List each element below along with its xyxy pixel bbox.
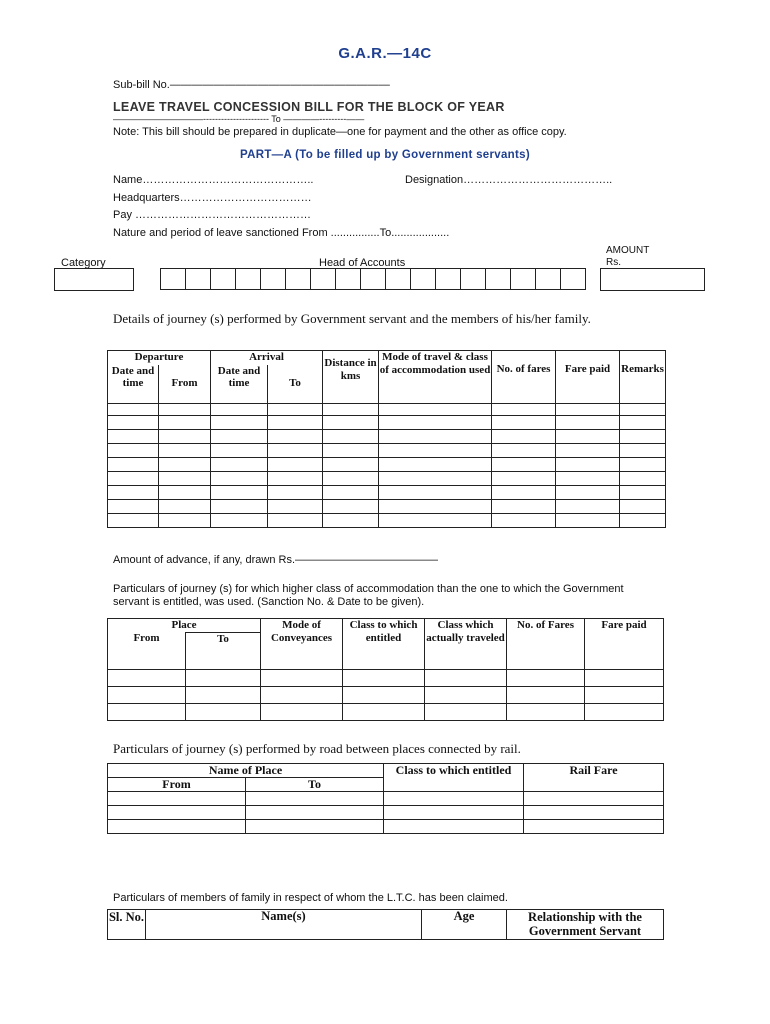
table-row: [108, 703, 664, 720]
rs-label: Rs.: [606, 257, 621, 268]
distance-header: Distance in kms: [323, 351, 379, 404]
rail-fare-header: Rail Fare: [524, 764, 664, 792]
departure-header: Departure: [108, 351, 211, 365]
table-row: [108, 444, 666, 458]
from-header: From: [108, 778, 246, 792]
road-table: [107, 763, 664, 834]
table-row: [108, 472, 666, 486]
journey-table: [107, 350, 666, 528]
table-row: [108, 430, 666, 444]
form-code: G.A.R.—14C: [338, 45, 432, 62]
sub-bill-number: Sub-bill No.————————————————————: [113, 79, 390, 91]
part-a-heading: PART—A (To be filled up by Government servants): [240, 149, 530, 161]
category-box[interactable]: [54, 268, 134, 291]
class-entitled-header: Class to which entitled: [384, 764, 524, 792]
class-entitled-header: Class to which entitled: [343, 619, 425, 670]
pay-field: Pay …………………………………………: [113, 209, 312, 221]
sl-no-header: Sl. No.: [108, 910, 146, 940]
table-row: [108, 500, 666, 514]
names-header: Name(s): [146, 910, 422, 940]
place-header: Place: [108, 619, 261, 633]
year-range: ——————————---------------------- To ————---------——: [113, 114, 365, 124]
class-actual-header: Class which actually traveled: [425, 619, 507, 670]
fares-header: No. of fares: [492, 351, 556, 404]
table-row: [108, 458, 666, 472]
fare-paid-header: Fare paid: [556, 351, 620, 404]
departure-from-header: From: [159, 365, 211, 404]
table-row: [108, 686, 664, 703]
head-of-accounts-label: Head of Accounts: [319, 257, 406, 269]
name-of-place-header: Name of Place: [108, 764, 384, 778]
table-row: [108, 806, 664, 820]
table-row: [108, 514, 666, 528]
higher-class-caption: Particulars of journey (s) for which higher class of accommodation than the one to which the Government servant is entitled, was used. (Sanction No. & Date to be given).: [113, 583, 624, 608]
name-field: Name………………………………………..: [113, 174, 314, 186]
mode-header: Mode of Conveyances: [261, 619, 343, 670]
designation-field: Designation…………………………………..: [405, 174, 613, 186]
family-caption: Particulars of members of family in respect of whom the L.T.C. has been claimed.: [113, 892, 508, 904]
to-header: To: [186, 632, 261, 669]
relationship-header: Relationship with the Government Servant: [507, 910, 664, 940]
note: Note: This bill should be prepared in duplicate—one for payment and the other as office copy.: [113, 126, 567, 138]
from-header: From: [108, 632, 186, 669]
table-row: [108, 820, 664, 834]
leave-field: Nature and period of leave sanctioned From ................To...................: [113, 227, 450, 239]
amount-box[interactable]: [600, 268, 705, 291]
table-row: [108, 792, 664, 806]
fare-paid-header: Fare paid: [585, 619, 664, 670]
journey-caption: Details of journey (s) performed by Government servant and the members of his/her family.: [113, 311, 591, 326]
family-table: [107, 909, 664, 940]
arrival-date-header: Date and time: [211, 365, 268, 404]
head-of-accounts-boxes[interactable]: [160, 268, 586, 290]
table-row: [108, 404, 666, 416]
table-row: [108, 416, 666, 430]
category-label: Category: [61, 257, 106, 269]
remarks-header: Remarks: [620, 351, 666, 404]
bill-title: LEAVE TRAVEL CONCESSION BILL FOR THE BLOCK OF YEAR: [113, 100, 505, 114]
headquarters-field: Headquarters………………………………: [113, 192, 312, 204]
road-caption: Particulars of journey (s) performed by road between places connected by rail.: [113, 741, 521, 756]
arrival-header: Arrival: [211, 351, 323, 365]
higher-class-table: [107, 618, 664, 721]
table-row: [108, 486, 666, 500]
arrival-to-header: To: [268, 365, 323, 404]
table-row: [108, 669, 664, 686]
amount-label: AMOUNT: [606, 245, 650, 256]
age-header: Age: [422, 910, 507, 940]
advance-field: Amount of advance, if any, drawn Rs.—————————————: [113, 554, 438, 566]
to-header: To: [246, 778, 384, 792]
fares-header: No. of Fares: [507, 619, 585, 670]
departure-date-header: Date and time: [108, 365, 159, 404]
mode-header: Mode of travel & class of accommodation used: [379, 351, 492, 404]
